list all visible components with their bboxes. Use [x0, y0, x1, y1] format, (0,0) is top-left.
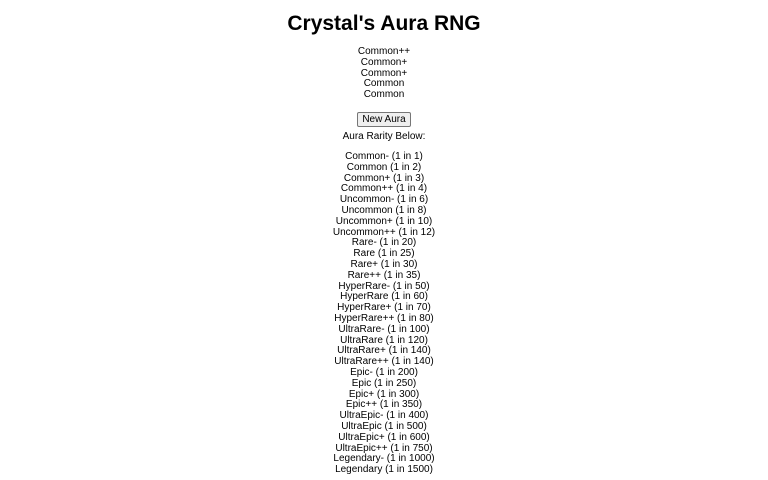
rarity-item: Rare (1 in 25) — [353, 248, 415, 260]
rarity-item: Epic++ (1 in 350) — [345, 399, 423, 411]
rarity-item: UltraEpic++ (1 in 750) — [335, 442, 433, 454]
rarity-item: UltraEpic+ (1 in 600) — [338, 431, 430, 443]
rarity-item: Epic (1 in 250) — [351, 377, 417, 389]
rarity-item: Rare+ (1 in 30) — [350, 258, 418, 270]
rarity-item: Common- (1 in 1) — [345, 150, 423, 162]
rolled-auras-list — [0, 47, 768, 101]
rarity-item: Common++ (1 in 4) — [340, 183, 428, 195]
rarity-item: Rare- (1 in 20) — [351, 237, 417, 249]
rolled-aura: Common+ — [360, 67, 408, 79]
rolled-aura: Common++ — [357, 46, 411, 57]
rarity-item: Rare++ (1 in 35) — [347, 269, 421, 281]
rarity-item: HyperRare- (1 in 50) — [338, 280, 430, 292]
rarity-item: UltraRare (1 in 120) — [340, 334, 428, 346]
rolled-aura: Common — [363, 89, 405, 101]
rarity-item: UltraRare+ (1 in 140) — [337, 345, 431, 357]
rarity-item: Uncommon+ (1 in 10) — [335, 215, 433, 227]
rarity-item: Uncommon (1 in 8) — [341, 204, 427, 216]
page-title: Crystal's Aura RNG — [287, 12, 481, 35]
rarity-item: UltraEpic (1 in 500) — [341, 420, 427, 432]
rarity-item: HyperRare (1 in 60) — [340, 291, 428, 303]
rarity-item: Common+ (1 in 3) — [343, 172, 425, 184]
rolled-aura: Common — [363, 78, 405, 90]
new-aura-button[interactable]: New Aura — [357, 112, 410, 127]
rarity-item: Common (1 in 2) — [346, 161, 422, 173]
rarity-item: Uncommon++ (1 in 12) — [332, 226, 436, 238]
rarity-item: HyperRare++ (1 in 80) — [334, 312, 434, 324]
rarity-item: Legendary- (1 in 1000) — [333, 453, 435, 465]
rarity-item: UltraRare- (1 in 100) — [338, 323, 430, 335]
rarity-item: Epic+ (1 in 300) — [348, 388, 420, 400]
rarity-list — [0, 152, 768, 476]
rarity-item: UltraEpic- (1 in 400) — [339, 410, 429, 422]
rarity-item: HyperRare+ (1 in 70) — [337, 302, 431, 314]
rarity-item: Legendary (1 in 1500) — [335, 464, 433, 476]
rarity-item: UltraRare++ (1 in 140) — [334, 356, 434, 368]
rarity-item: Epic- (1 in 200) — [350, 366, 418, 378]
rarity-heading: Aura Rarity Below: — [342, 130, 426, 142]
rolled-aura: Common+ — [360, 56, 408, 68]
rarity-item: Uncommon- (1 in 6) — [339, 194, 429, 206]
